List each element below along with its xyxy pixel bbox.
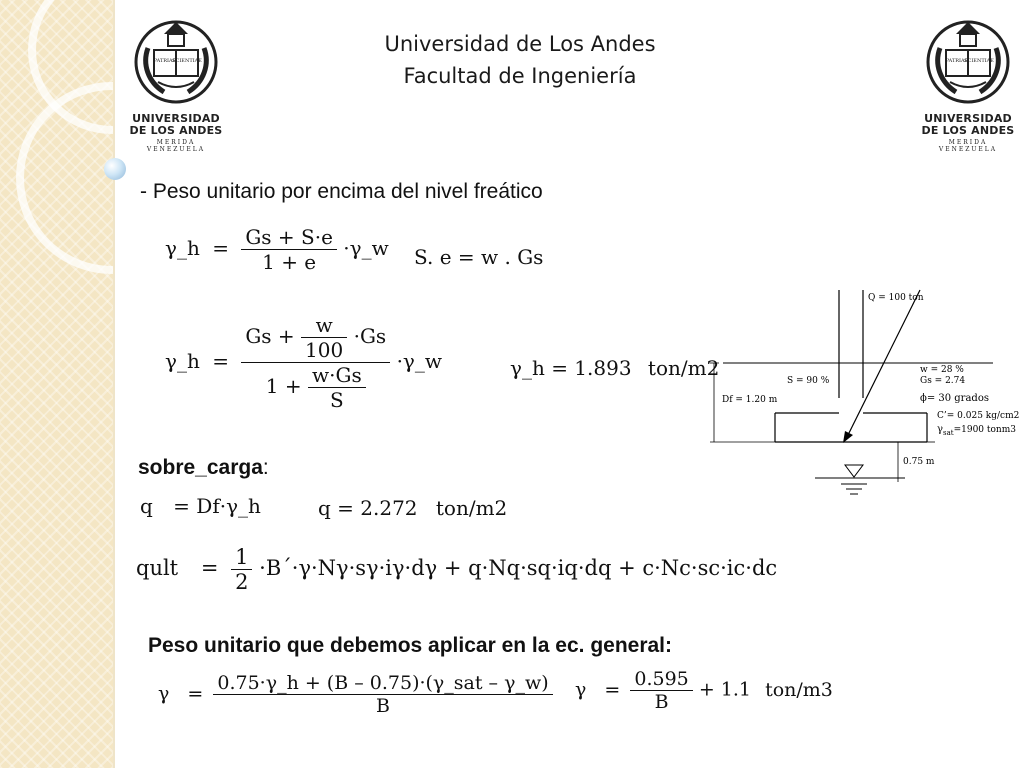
eq-inner-fraction-top: [301, 313, 347, 362]
eq-denominator: B: [654, 691, 669, 713]
header-line-2: Facultad de Ingeniería: [403, 64, 637, 88]
diagram-cohesion-label: C’= 0.025 kg/cm2: [937, 411, 1020, 421]
eq-fraction: [241, 225, 337, 274]
eq-tail: ·γ_w: [343, 236, 389, 260]
eq-numerator-b: ·Gs: [353, 324, 387, 348]
eq-main-fraction: [241, 313, 390, 412]
header-line-1: Universidad de Los Andes: [384, 32, 656, 56]
section-heading-peso-unitario: - Peso unitario por encima del nivel freático: [140, 180, 543, 203]
eq-numerator-a: Gs +: [245, 324, 295, 348]
diagram-depth-label: 0.75 m: [903, 457, 935, 467]
eq-fraction-half: [231, 545, 252, 594]
eq-lhs: γ_h: [165, 236, 200, 260]
result-unit: ton/m2: [435, 496, 508, 520]
eq-numerator: 0.595: [630, 668, 692, 691]
foundation-diagram: [705, 285, 1020, 500]
eq-inner-fraction-bottom: [308, 363, 366, 412]
university-seal-icon: [920, 12, 1016, 108]
eq-tail: + 1.1: [698, 678, 752, 701]
eq-inner-den: 100: [305, 338, 344, 362]
eq-lhs: qult: [136, 556, 179, 580]
equation-gamma-h: [165, 225, 389, 274]
diagram-moisture-label: w = 28 %: [920, 365, 964, 375]
eq-rhs: ·B´·γ·Nγ·sγ·iγ·dγ + q·Nq·sq·iq·dq + c·Nc·sc·ic·dc: [259, 556, 778, 580]
eq-sign: =: [200, 556, 219, 580]
eq-tail: ·γ_w: [396, 349, 442, 373]
university-logo-right: [920, 12, 1016, 153]
result-value: γ_h = 1.893: [510, 356, 632, 380]
logo-place: MERIDA VENEZUELA: [146, 139, 206, 153]
sobrecarga-text: sobre_carga: [138, 456, 263, 479]
eq-sign: =: [212, 349, 229, 373]
svg-text:PATRIAE: PATRIAE: [945, 58, 969, 64]
diagram-load-label: Q = 100 ton: [868, 293, 924, 303]
eq-fraction: [213, 672, 552, 717]
diagram-friction-label: ϕ= 30 grados: [920, 393, 989, 404]
equation-unit-weight-result: [575, 668, 833, 713]
sidebar-arcs: [0, 0, 113, 768]
diagram-gs-label: Gs = 2.74: [920, 376, 966, 386]
eq-numerator: 1: [231, 545, 252, 570]
result-unit: ton/m2: [647, 356, 720, 380]
decorative-sidebar: [0, 0, 115, 768]
eq-lhs: γ: [575, 678, 587, 701]
equation-saturation-relation: S. e = w . Gs: [414, 245, 544, 269]
section-label-sobrecarga: [138, 456, 269, 480]
eq-rhs: = Df·γ_h: [173, 494, 261, 518]
eq-lhs: q: [140, 494, 153, 518]
eq-numerator: [241, 313, 390, 363]
eq-inner-num: w·Gs: [308, 363, 366, 388]
sobrecarga-colon: :: [262, 456, 269, 479]
equation-weighted-unit-weight: [158, 672, 553, 717]
university-seal-icon: [128, 12, 224, 108]
result-surcharge: [318, 496, 507, 520]
university-logo-left: [128, 12, 224, 153]
result-value: q = 2.272: [318, 496, 418, 520]
eq-sign: =: [212, 236, 229, 260]
section-heading-general-equation: Peso unitario que debemos aplicar en la ec. general:: [148, 634, 673, 657]
svg-text:PATRIAE: PATRIAE: [153, 58, 177, 64]
eq-numerator: 0.75·γ_h + (B – 0.75)·(γ_sat – γ_w): [213, 672, 552, 695]
eq-sign: =: [187, 682, 204, 705]
eq-denominator: 1 + e: [262, 250, 317, 274]
equation-gamma-h-expanded: [165, 313, 442, 412]
result-gamma-h: [510, 356, 719, 380]
logo-name-2: DE LOS ANDES: [921, 124, 1015, 137]
svg-text:SCIENTIAE: SCIENTIAE: [964, 58, 994, 64]
eq-numerator: Gs + S·e: [241, 225, 337, 250]
eq-fraction: [630, 668, 692, 713]
bullet-orb: [104, 158, 126, 180]
logo-name-1: UNIVERSIDAD: [924, 112, 1012, 125]
eq-sign: =: [604, 678, 621, 701]
svg-text:SCIENTIAE: SCIENTIAE: [172, 58, 202, 64]
equation-bearing-capacity: [136, 545, 777, 594]
logo-name-2: DE LOS ANDES: [129, 124, 223, 137]
eq-unit: ton/m3: [765, 678, 833, 701]
logo-place: MERIDA VENEZUELA: [938, 139, 998, 153]
eq-denominator: B: [376, 695, 390, 717]
eq-lhs: γ: [158, 682, 170, 705]
eq-inner-num: w: [301, 313, 347, 338]
eq-inner-den: S: [330, 388, 344, 412]
logo-name-1: UNIVERSIDAD: [132, 112, 220, 125]
eq-lhs: γ_h: [165, 349, 200, 373]
diagram-gamma-sat-label: $\gamma_{sat}=1900$ tonm3: [937, 424, 1016, 437]
eq-denominator: 2: [235, 570, 249, 594]
diagram-df-label: Df = 1.20 m: [722, 395, 778, 405]
equation-surcharge: [140, 494, 261, 518]
eq-denominator: [241, 363, 390, 412]
eq-denominator-a: 1 +: [265, 374, 302, 398]
diagram-saturation-label: S = 90 %: [787, 376, 830, 386]
